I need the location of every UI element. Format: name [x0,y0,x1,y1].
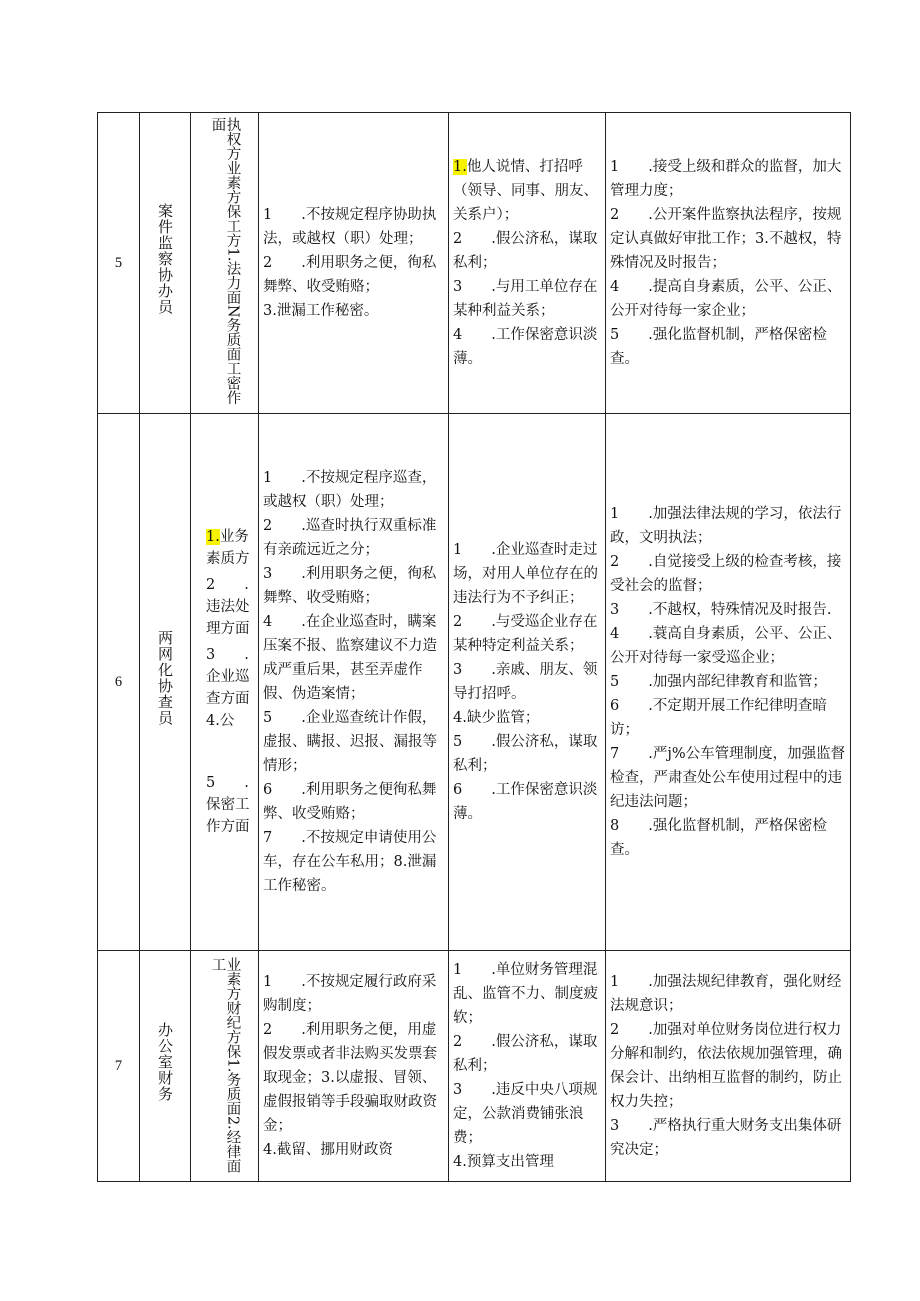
table-row [98,951,851,1182]
list-item: 4.缺少监管； [453,710,540,726]
list-item: 7 .不按规定申请使用公车，存在公车私用；8.泄漏工作秘密。 [263,830,437,894]
risk-causes-cell [449,951,606,1182]
list-item: 2 .加强对单位财务岗位进行权力分解和制约，依法依规加强管理，确保会计、出纳相互监督的制约，防止权力失控； [610,1022,842,1110]
row-number: 5 [98,113,140,414]
table-row [98,113,851,414]
post-name: 案件监察协办员 [156,203,174,315]
risk-points-cell [259,113,449,414]
post-name-cell [140,113,191,414]
highlight-mark: 1. [206,529,220,545]
control-measures-cell [606,414,851,951]
list-item: 8 .强化监督机制，严格保密检查。 [610,818,827,858]
risk-area: 业素方财纪方保1.务质面2.经律面工 [209,957,241,1174]
list-item: 3.泄漏工作秘密。 [263,303,379,319]
list-item: 5 .加强内部纪律教育和监管； [610,674,827,690]
row-number: 6 [98,414,140,951]
risk-area-cell [191,414,259,951]
risk-area: 执权方业素方保工方1.法力面N务质面工密作面 [209,117,241,405]
risk-area-cell [191,113,259,414]
list-item: 4 .工作保密意识淡薄。 [453,327,598,367]
table-row [98,414,851,951]
list-item: 5 .强化监督机制，严格保密检查。 [610,327,827,367]
post-name: 两网化协查员 [156,630,174,726]
risk-area-item: 5 .保密工作方面 [206,775,250,835]
list-item: 6 .工作保密意识淡薄。 [453,782,598,822]
list-item: 1 .接受上级和群众的监督，加大管理力度； [610,159,842,199]
list-item: 3 .亲戚、朋友、领导打招呼。 [453,662,598,702]
risk-area-item: 1.业务素质方 [206,529,250,567]
list-item: 6 .不定期开展工作纪律明查暗访； [610,698,827,738]
list-item: 1 .不按规定程序巡查，或越权（职）处理； [263,470,437,510]
list-item: 1.他人说情、打招呼（领导、同事、朋友、关系户）； [453,159,598,223]
control-measures-cell [606,113,851,414]
post-name: 办公室财务 [156,1022,174,1102]
list-item: 6 .利用职务之便徇私舞弊、收受贿赂； [263,782,437,822]
list-item: 2 .假公济私，谋取私利； [453,1034,598,1074]
list-item: 4.预算支出管理 [453,1154,554,1170]
row-number: 7 [98,951,140,1182]
list-item: 3 .违反中央八项规定，公款消费铺张浪费； [453,1082,598,1146]
list-item: 5 .企业巡查统计作假，虚报、瞒报、迟报、漏报等情形； [263,710,437,774]
list-item: 1 .加强法律法规的学习，依法行政，文明执法； [610,506,842,546]
risk-area-cell [191,951,259,1182]
list-item: 3 .利用职务之便，徇私舞弊、收受贿赂； [263,566,437,606]
control-measures-cell [606,951,851,1182]
list-item: 3 .不越权，特殊情况及时报告. [610,602,832,618]
list-item: 4.截留、挪用财政资 [263,1142,393,1158]
risk-points-cell [259,414,449,951]
list-item: 2 .与受巡企业存在某种特定利益关系； [453,614,598,654]
list-item: 4 .蓑高自身素质，公平、公正、公开对待每一家受巡企业； [610,626,842,666]
list-item: 2 .公开案件监察执法程序，按规定认真做好审批工作；3.不越权，特殊情况及时报告； [610,207,842,271]
risk-causes-cell [449,414,606,951]
list-item: 2 .利用职务之便，徇私舞弊、收受贿赂； [263,255,437,295]
list-item: 1 .单位财务管理混乱、监管不力、制度疲软； [453,962,598,1026]
list-item: 1 .不按规定履行政府采购制度； [263,974,437,1014]
risk-causes-cell [449,113,606,414]
list-item: 3 .严格执行重大财务支出集体研究决定； [610,1118,842,1158]
risk-points-cell [259,951,449,1182]
risk-area-item: 3 .企业巡查方面4.公 [206,647,250,729]
list-item: 2 .巡查时执行双重标准有亲疏远近之分； [263,518,437,558]
risk-control-table [97,112,851,1182]
list-item: 5 .假公济私，谋取私利； [453,734,598,774]
list-item: 4 .提高自身素质，公平、公正、公开对待每一家企业； [610,279,842,319]
list-item: 1 .企业巡查时走过场，对用人单位存在的违法行为不予纠正； [453,542,598,606]
post-name-cell [140,414,191,951]
risk-area-item: 2 .违法处理方面 [206,577,250,637]
list-item: 2 .自觉接受上级的检查考核，接受社会的监督； [610,554,842,594]
list-item: 2 .假公济私，谋取私利； [453,231,598,271]
list-item: 1 .不按规定程序协助执法，或越权（职）处理； [263,207,437,247]
post-name-cell [140,951,191,1182]
list-item: 1 .加强法规纪律教育，强化财经法规意识； [610,974,842,1014]
list-item: 3 .与用工单位存在某种利益关系； [453,279,598,319]
list-item: 2 .利用职务之便，用虚假发票或者非法购买发票套取现金；3.以虚报、冒领、虚假报销等手段骗取财政资金； [263,1022,437,1134]
highlight-mark: 1. [453,159,467,175]
list-item: 4 .在企业巡查时，瞒案压案不报、监察建议不力造成严重后果，甚至弄虚作假、伪造案情； [263,614,437,702]
list-item: 7 .严j%公车管理制度，加强监督检查，严肃查处公车使用过程中的违纪违法问题； [610,746,846,810]
